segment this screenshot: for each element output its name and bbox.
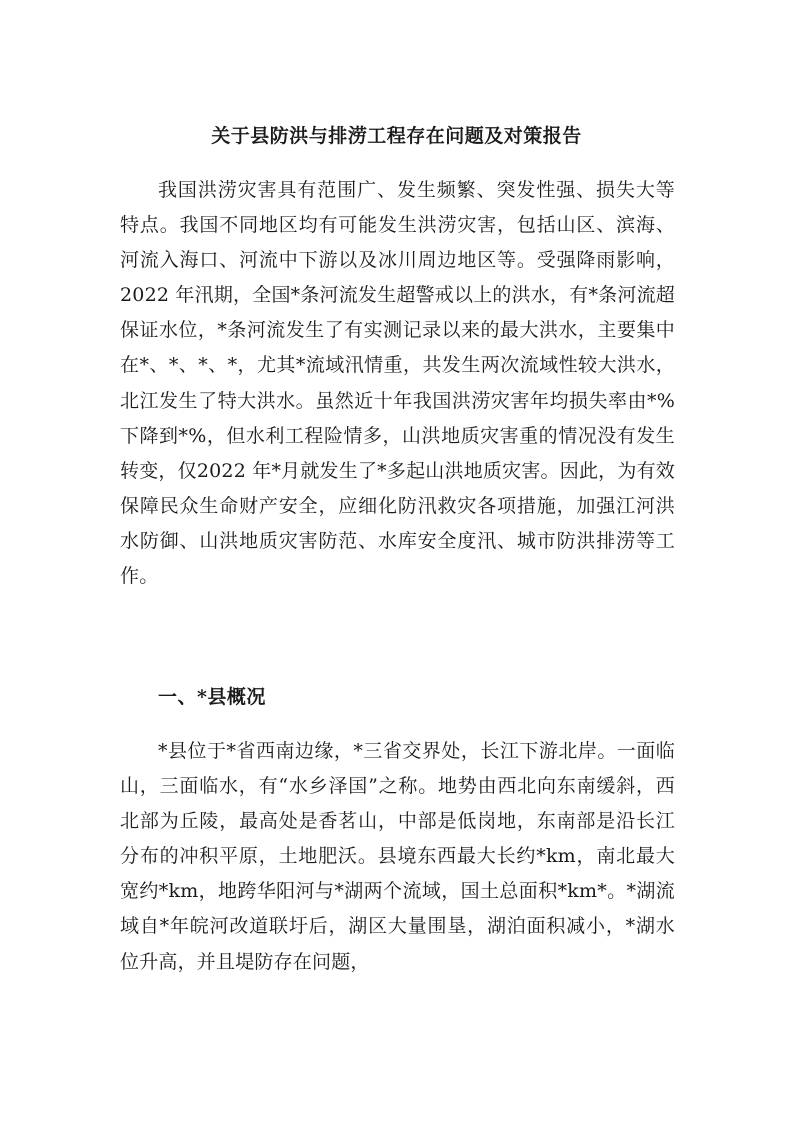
document-title: 关于县防洪与排涝工程存在问题及对策报告: [211, 125, 582, 147]
body-paragraph: *县位于*省西南边缘，*三省交界处，长江下游北岸。一面临山，三面临水，有“水乡泽国”之称。地势由西北向东南缓斜，西北部为丘陵，最高处是香茗山，中部是低岗地，东南部是沿长江分布的冲积平原，土地肥沃。县境东西最大长约*km，南北最大宽约*km，地跨华阳河与*湖两个流域，国土总面积*km*。*湖流域自*年皖河改道联圩后，湖区大量围垦，湖泊面积减小，*湖水位升高，并且堤防存在问题，: [120, 740, 675, 973]
section-heading: 一、*县概况: [158, 686, 266, 708]
body-paragraph: 我国洪涝灾害具有范围广、发生频繁、突发性强、损失大等特点。我国不同地区均有可能发生洪涝灾害，包括山区、滨海、河流入海口、河流中下游以及冰川周边地区等。受强降雨影响，2022 年汛期，全国*条河流发生超警戒以上的洪水，有*条河流超保证水位，*条河流发生了有实测记录以来的最大洪水，主要集中在*、*、*、*，尤其*流域汛情重，共发生两次流域性较大洪水，北江发生了特大洪水。虽然近十年我国洪涝灾害年均损失率由*%下降到*%，但水利工程险情多，山洪地质灾害重的情况没有发生转变，仅2022 年*月就发生了*多起山洪地质灾害。因此，为有效保障民众生命财产安全，应细化防汛救灾各项措施，加强江河洪水防御、山洪地质灾害防范、水库安全度汛、城市防洪排涝等工作。: [120, 179, 675, 588]
